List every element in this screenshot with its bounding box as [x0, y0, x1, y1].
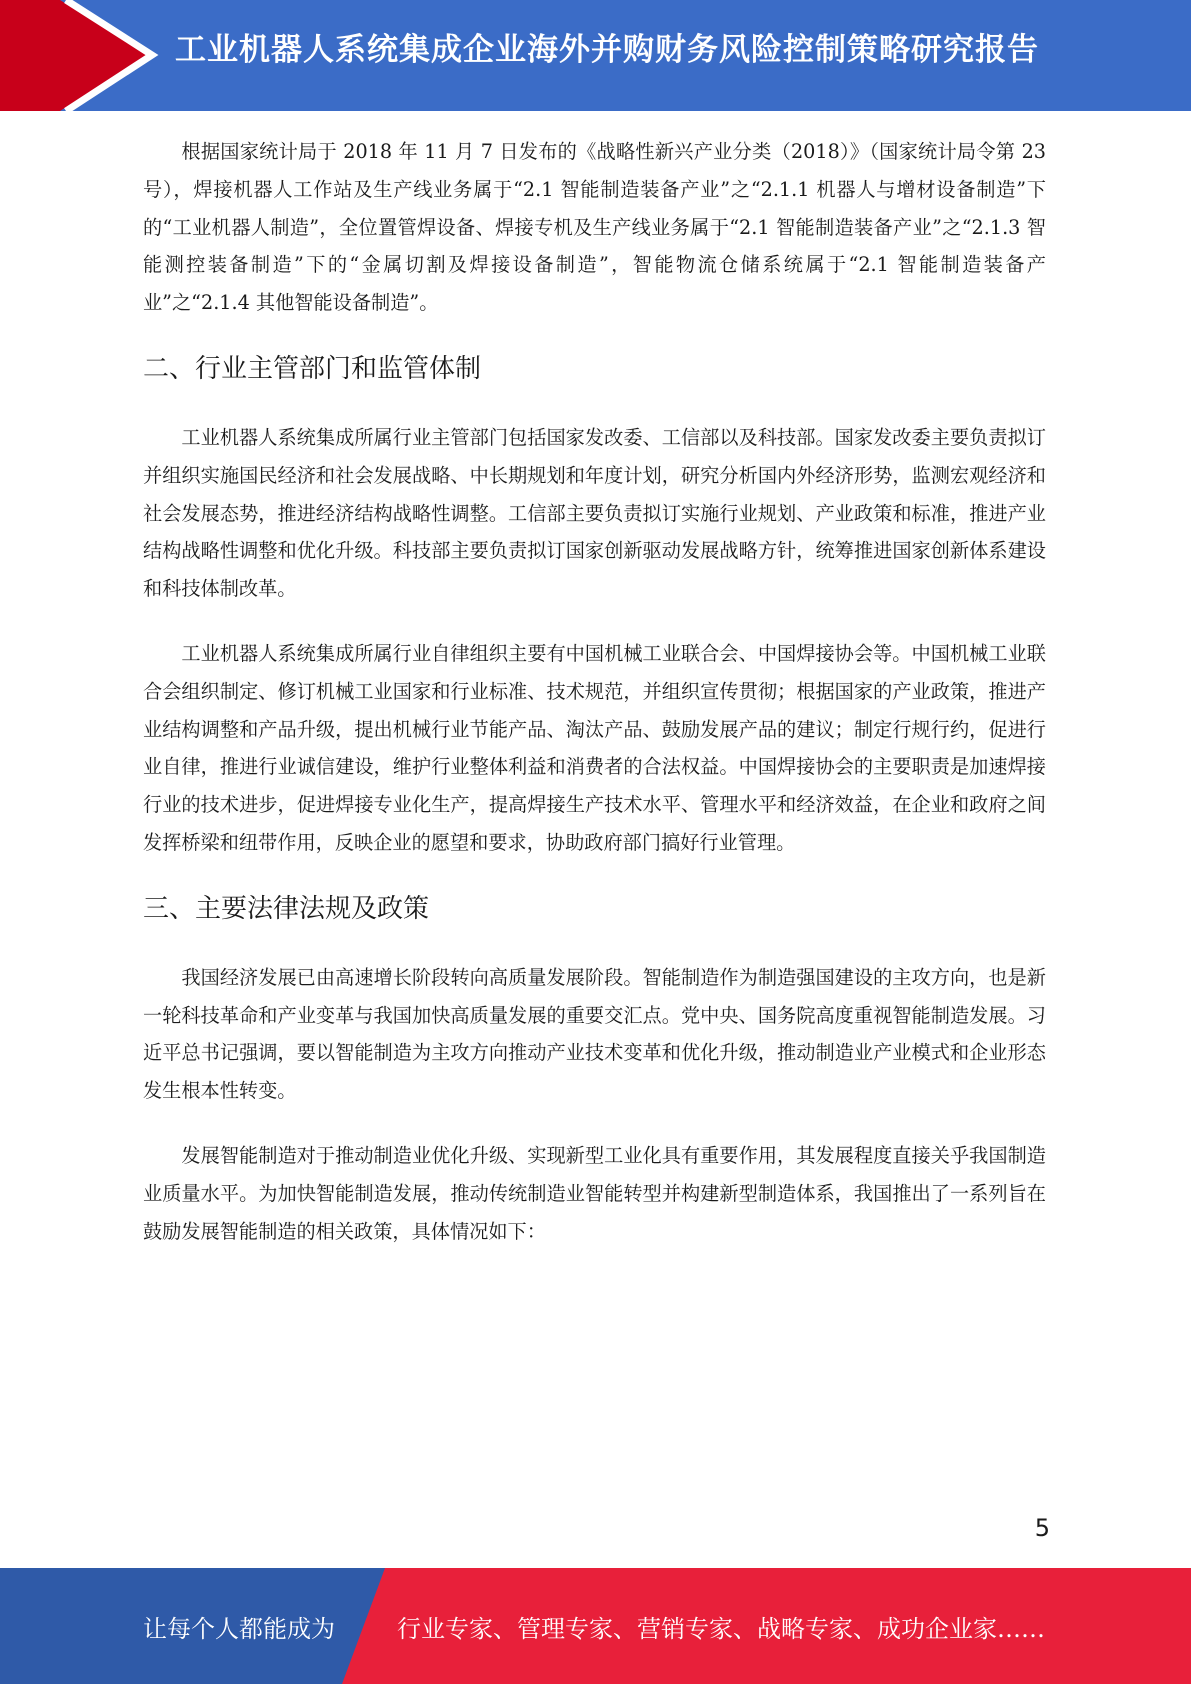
footer-slogan-right: 行业专家、管理专家、营销专家、战略专家、成功企业家…… — [397, 1615, 1045, 1643]
paragraph-policies: 发展智能制造对于推动制造业优化升级、实现新型工业化具有重要作用，其发展程度直接关乎我国制造业质量水平。为加快智能制造发展，推动传统制造业智能转型并构建新型制造体系，我国推出了一系列旨在鼓励发展智能制造的相关政策，具体情况如下： — [143, 1143, 1046, 1243]
paragraph-classification: 根据国家统计局于 2018 年 11 月 7 日发布的《战略性新兴产业分类（2018）》（国家统计局令第 23 号），焊接机器人工作站及生产线业务属于“2.1 智能制造装备产业”之“2.1.1 机器人与增材设备制造”下的“工业机器人制造”，全位置管焊设备、焊接专机及生产线业务属于“2.1 智能制造装备产业”之“2.1.3 智能测控装备制造”下的“金属切割及焊接设备制造”，智能物流仓储系统属于“2.1 智能制造装备产业”之“2.1.4 其他智能设备制造”。 — [143, 140, 1046, 315]
section-heading-laws: 三、主要法律法规及政策 — [143, 893, 430, 924]
report-title: 工业机器人系统集成企业海外并购财务风险控制策略研究报告 — [175, 32, 1039, 68]
page-header — [0, 0, 1191, 111]
section-heading-regulation: 二、行业主管部门和监管体制 — [143, 353, 482, 384]
page-footer — [0, 1568, 1191, 1684]
paragraph-development: 我国经济发展已由高速增长阶段转向高质量发展阶段。智能制造作为制造强国建设的主攻方向，也是新一轮科技革命和产业变革与我国加快高质量发展的重要交汇点。党中央、国务院高度重视智能制造发展。习近平总书记强调，要以智能制造为主攻方向推动产业技术变革和优化升级，推动制造业产业模式和企业形态发生根本性转变。 — [143, 965, 1046, 1103]
footer-slogan-left: 让每个人都能成为 — [143, 1615, 335, 1643]
paragraph-authorities: 工业机器人系统集成所属行业主管部门包括国家发改委、工信部以及科技部。国家发改委主要负责拟订并组织实施国民经济和社会发展战略、中长期规划和年度计划，研究分析国内外经济形势，监测宏观经济和社会发展态势，推进经济结构战略性调整。工信部主要负责拟订实施行业规划、产业政策和标准，推进产业结构战略性调整和优化升级。科技部主要负责拟订国家创新驱动发展战略方针，统筹推进国家创新体系建设和科技体制改革。 — [143, 425, 1046, 601]
page-number: 5 — [1034, 1514, 1050, 1542]
paragraph-associations: 工业机器人系统集成所属行业自律组织主要有中国机械工业联合会、中国焊接协会等。中国机械工业联合会组织制定、修订机械工业国家和行业标准、技术规范，并组织宣传贯彻；根据国家的产业政策，推进产业结构调整和产品升级，提出机械行业节能产品、淘汰产品、鼓励发展产品的建议；制定行规行约，促进行业自律，推进行业诚信建设，维护行业整体利益和消费者的合法权益。中国焊接协会的主要职责是加速焊接行业的技术进步，促进焊接专业化生产，提高焊接生产技术水平、管理水平和经济效益，在企业和政府之间发挥桥梁和纽带作用，反映企业的愿望和要求，协助政府部门搞好行业管理。 — [143, 641, 1046, 854]
document-body — [143, 133, 1046, 1277]
